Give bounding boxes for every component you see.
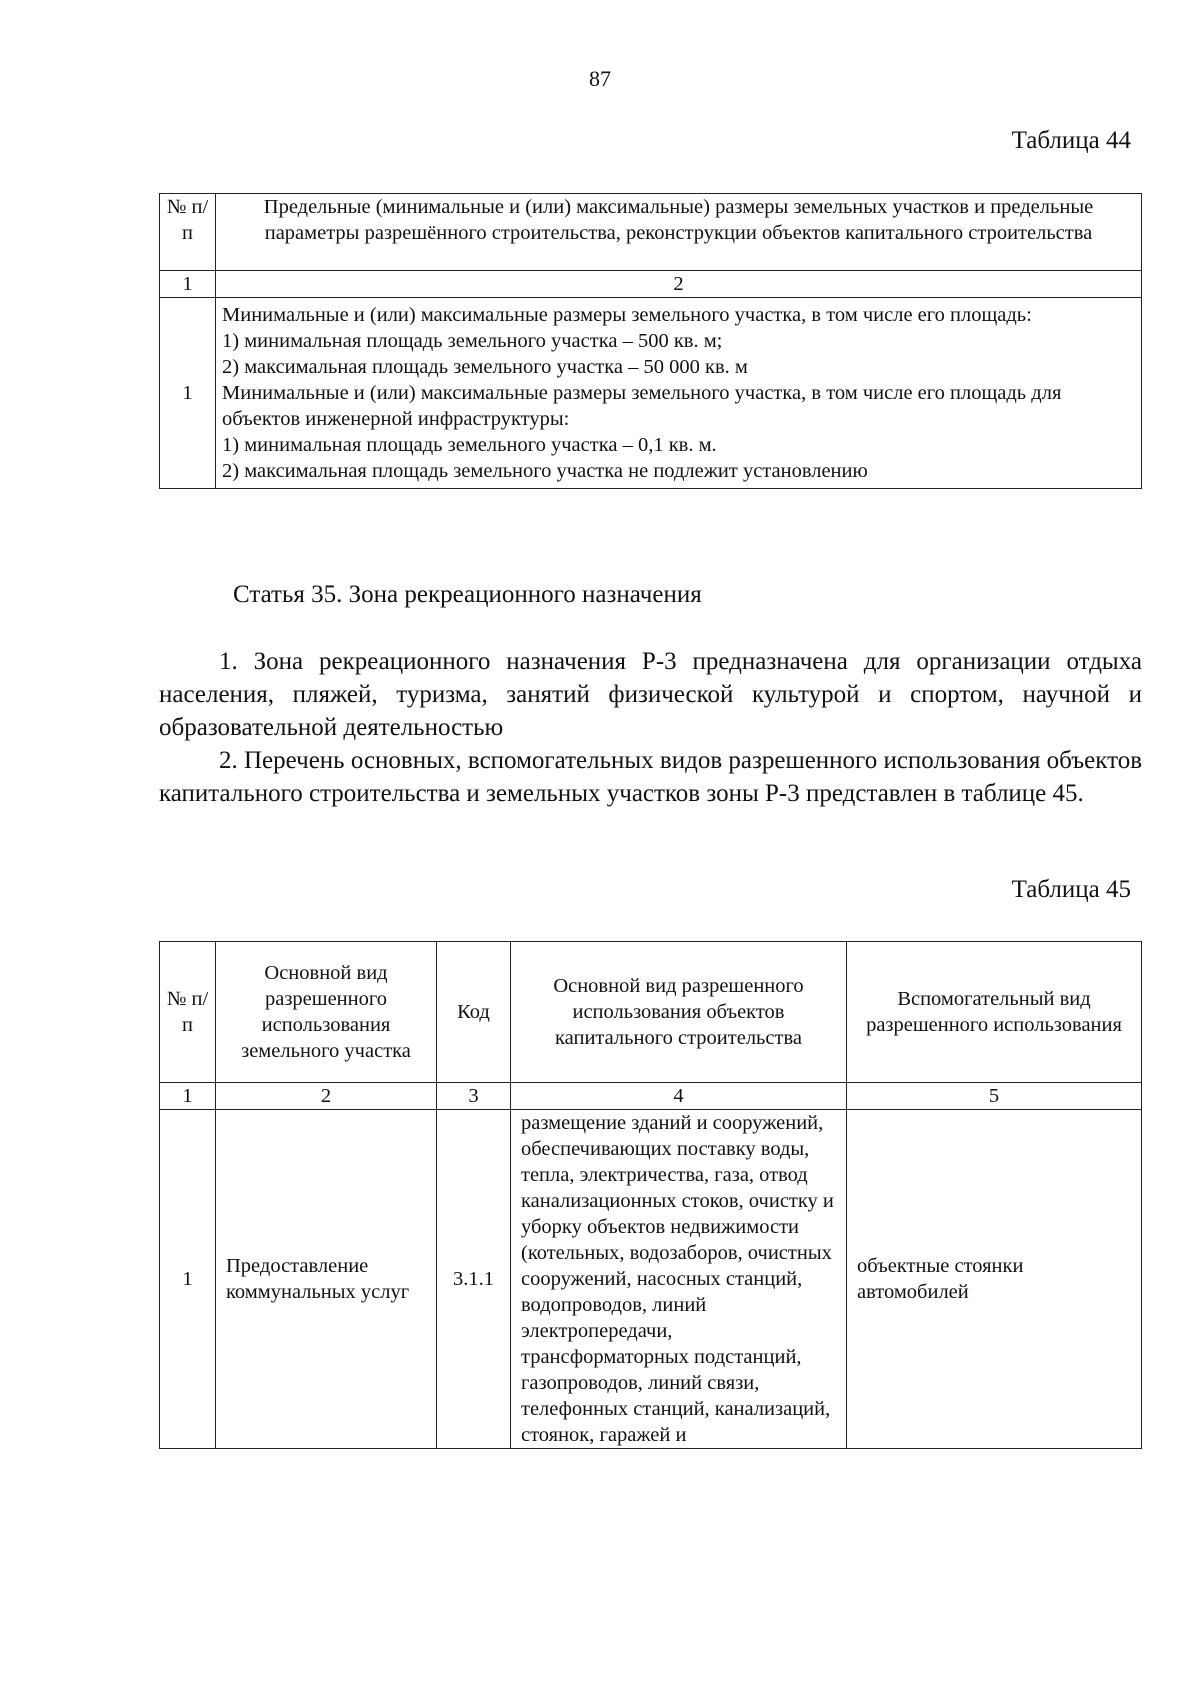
table-45 [159,941,1142,1449]
row-number: 1 [160,1110,216,1449]
column-number: 3 [437,1083,511,1110]
header-cell-land-use: Основной вид разрешенного использования земельного участка [216,942,437,1083]
land-use-cell: Предоставление коммунальных услуг [216,1110,437,1449]
column-number: 2 [216,271,1142,298]
table-44-caption: Таблица 44 [1011,127,1131,154]
column-number: 1 [160,271,216,298]
param-line: 1) минимальная площадь земельного участка – 500 кв. м; [222,330,723,352]
table-row [160,1110,1142,1449]
table-header-row [160,194,1142,271]
column-numbers-row [160,271,1142,298]
auxiliary-use-cell: объектные стоянки автомобилей [847,1110,1142,1449]
column-number: 1 [160,1083,216,1110]
param-line: 2) максимальная площадь земельного участка – 50 000 кв. м [222,356,748,378]
header-cell-auxiliary-use: Вспомогательный вид разрешенного использования [847,942,1142,1083]
param-line: 1) минимальная площадь земельного участка – 0,1 кв. м. [222,434,717,456]
column-number: 4 [511,1083,847,1110]
paragraph-2: 2. Перечень основных, вспомогательных видов разрешенного использования объектов капитального строительства и земельных участков зоны Р-3 представлен в таблице 45. [159,747,1142,807]
paragraph-1: 1. Зона рекреационного назначения Р-3 предназначена для организации отдыха населения, пляжей, туризма, занятий физической культурой и спортом, научной и образовательной деятельностью [159,648,1142,741]
capital-use-cell: размещение зданий и сооружений, обеспечивающих поставку воды, тепла, электричества, газа, отвод канализационных стоков, очистку и уборку объектов недвижимости (котельных, водозаборов, очистных сооружений, насосных станций, водопроводов, линий электропередачи, трансформаторных подстанций, газопроводов, линий связи, телефонных станций, канализаций, стоянок, гаражей и [511,1110,847,1449]
page-number: 87 [589,66,611,91]
params-cell [216,298,1142,489]
article-title: Статья 35. Зона рекреационного назначения [233,581,702,608]
table-45-caption: Таблица 45 [1011,876,1131,903]
param-line: Минимальные и (или) максимальные размеры земельного участка, в том числе его площадь: [222,304,1032,326]
column-numbers-row [160,1083,1142,1110]
param-line: 2) максимальная площадь земельного участка не подлежит установлению [222,460,868,482]
table-row [160,298,1142,489]
table-header-row [160,942,1142,1083]
header-cell-num: № п/п [160,194,216,271]
table-44 [159,193,1142,489]
code-cell: 3.1.1 [437,1110,511,1449]
column-number: 2 [216,1083,437,1110]
row-number: 1 [160,298,216,489]
header-cell-params: Предельные (минимальные и (или) максимальные) размеры земельных участков и предельные параметры разрешённого строительства, реконструкции объектов капитального строительства [216,194,1142,271]
header-cell-num: № п/п [160,942,216,1083]
param-line: Минимальные и (или) максимальные размеры земельного участка, в том числе его площадь для объектов инженерной инфраструктуры: [222,382,1062,430]
header-cell-code: Код [437,942,511,1083]
column-number: 5 [847,1083,1142,1110]
header-cell-capital-use: Основной вид разрешенного использования объектов капитального строительства [511,942,847,1083]
